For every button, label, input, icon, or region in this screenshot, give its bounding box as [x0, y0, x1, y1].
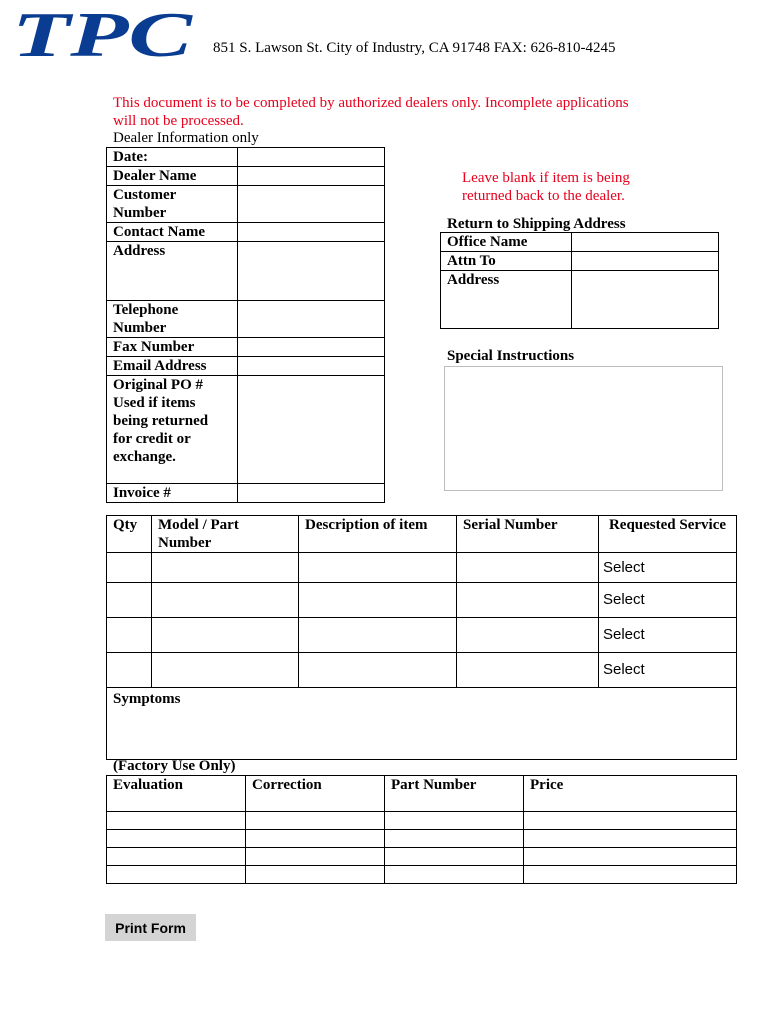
price-input[interactable] [524, 830, 737, 848]
table-row [107, 848, 737, 866]
factory-header-evaluation: Evaluation [107, 776, 246, 812]
qty-input[interactable] [107, 653, 152, 688]
items-header-serial: Serial Number [457, 516, 599, 553]
svg-text:TPC: TPC [12, 6, 194, 62]
description-input[interactable] [299, 653, 457, 688]
office-name-input[interactable] [572, 233, 719, 252]
price-input[interactable] [524, 848, 737, 866]
dealer-field-label: Dealer Name [107, 167, 238, 186]
items-table [106, 515, 737, 760]
evaluation-input[interactable] [107, 830, 246, 848]
customer-number-input[interactable] [238, 186, 385, 223]
date-input[interactable] [238, 148, 385, 167]
model-input[interactable] [152, 653, 299, 688]
telephone-input[interactable] [238, 301, 385, 338]
dealer-info-subtitle: Dealer Information only [113, 130, 259, 146]
evaluation-input[interactable] [107, 848, 246, 866]
factory-header-part-number: Part Number [385, 776, 524, 812]
tpc-logo [10, 6, 196, 62]
table-row [107, 812, 737, 830]
shipping-field-label: Office Name [441, 233, 572, 252]
shipping-field-label: Address [441, 271, 572, 329]
dealer-field-label: Fax Number [107, 338, 238, 357]
part-number-input[interactable] [385, 848, 524, 866]
email-input[interactable] [238, 357, 385, 376]
authorization-warning: This document is to be completed by authorized dealers only. Incomplete applications will not be processed. [113, 95, 629, 129]
service-select[interactable]: Select [599, 653, 737, 688]
serial-input[interactable] [457, 618, 599, 653]
dealer-field-label: Invoice # [107, 484, 238, 503]
dealer-name-input[interactable] [238, 167, 385, 186]
part-number-input[interactable] [385, 830, 524, 848]
service-select[interactable]: Select [599, 553, 737, 583]
description-input[interactable] [299, 583, 457, 618]
serial-input[interactable] [457, 553, 599, 583]
table-row [107, 583, 737, 618]
part-number-input[interactable] [385, 812, 524, 830]
company-address: 851 S. Lawson St. City of Industry, CA 91748 FAX: 626-810-4245 [213, 40, 616, 56]
correction-input[interactable] [246, 848, 385, 866]
table-row [107, 618, 737, 653]
shipping-field-label: Attn To [441, 252, 572, 271]
table-row [107, 866, 737, 884]
special-instructions-title: Special Instructions [447, 348, 575, 364]
qty-input[interactable] [107, 553, 152, 583]
items-header-description: Description of item [299, 516, 457, 553]
items-header-qty: Qty [107, 516, 152, 553]
factory-header-correction: Correction [246, 776, 385, 812]
serial-input[interactable] [457, 583, 599, 618]
table-row [107, 830, 737, 848]
items-header-model: Model / Part Number [152, 516, 299, 553]
shipping-title: Return to Shipping Address [447, 216, 626, 232]
correction-input[interactable] [246, 830, 385, 848]
price-input[interactable] [524, 812, 737, 830]
evaluation-input[interactable] [107, 812, 246, 830]
description-input[interactable] [299, 553, 457, 583]
evaluation-input[interactable] [107, 866, 246, 884]
print-form-button[interactable]: Print Form [105, 914, 196, 941]
factory-table [106, 775, 737, 884]
special-instructions-input[interactable] [444, 366, 723, 491]
dealer-field-label: Contact Name [107, 223, 238, 242]
attn-to-input[interactable] [572, 252, 719, 271]
service-select[interactable]: Select [599, 583, 737, 618]
dealer-field-label: Telephone Number [107, 301, 238, 338]
factory-header-price: Price [524, 776, 737, 812]
shipping-address-input[interactable] [572, 271, 719, 329]
correction-input[interactable] [246, 866, 385, 884]
price-input[interactable] [524, 866, 737, 884]
serial-input[interactable] [457, 653, 599, 688]
table-row [107, 553, 737, 583]
description-input[interactable] [299, 618, 457, 653]
model-input[interactable] [152, 583, 299, 618]
fax-input[interactable] [238, 338, 385, 357]
model-input[interactable] [152, 618, 299, 653]
shipping-address-table [440, 232, 719, 329]
invoice-input[interactable] [238, 484, 385, 503]
part-number-input[interactable] [385, 866, 524, 884]
qty-input[interactable] [107, 583, 152, 618]
dealer-field-label: Original PO # Used if items being returned for credit or exchange. [107, 376, 238, 484]
contact-name-input[interactable] [238, 223, 385, 242]
items-header-service: Requested Service [599, 516, 737, 553]
dealer-field-label: Email Address [107, 357, 238, 376]
model-input[interactable] [152, 553, 299, 583]
qty-input[interactable] [107, 618, 152, 653]
symptoms-label: Symptoms [113, 691, 181, 707]
shipping-note: Leave blank if item is being returned back to the dealer. [462, 170, 630, 204]
dealer-field-label: Address [107, 242, 238, 301]
service-select[interactable]: Select [599, 618, 737, 653]
original-po-input[interactable] [238, 376, 385, 484]
factory-use-title: (Factory Use Only) [113, 758, 236, 774]
address-input[interactable] [238, 242, 385, 301]
dealer-field-label: Date: [107, 148, 238, 167]
symptoms-input[interactable] [107, 688, 737, 760]
table-row [107, 653, 737, 688]
dealer-info-table [106, 147, 385, 503]
correction-input[interactable] [246, 812, 385, 830]
dealer-field-label: Customer Number [107, 186, 238, 223]
